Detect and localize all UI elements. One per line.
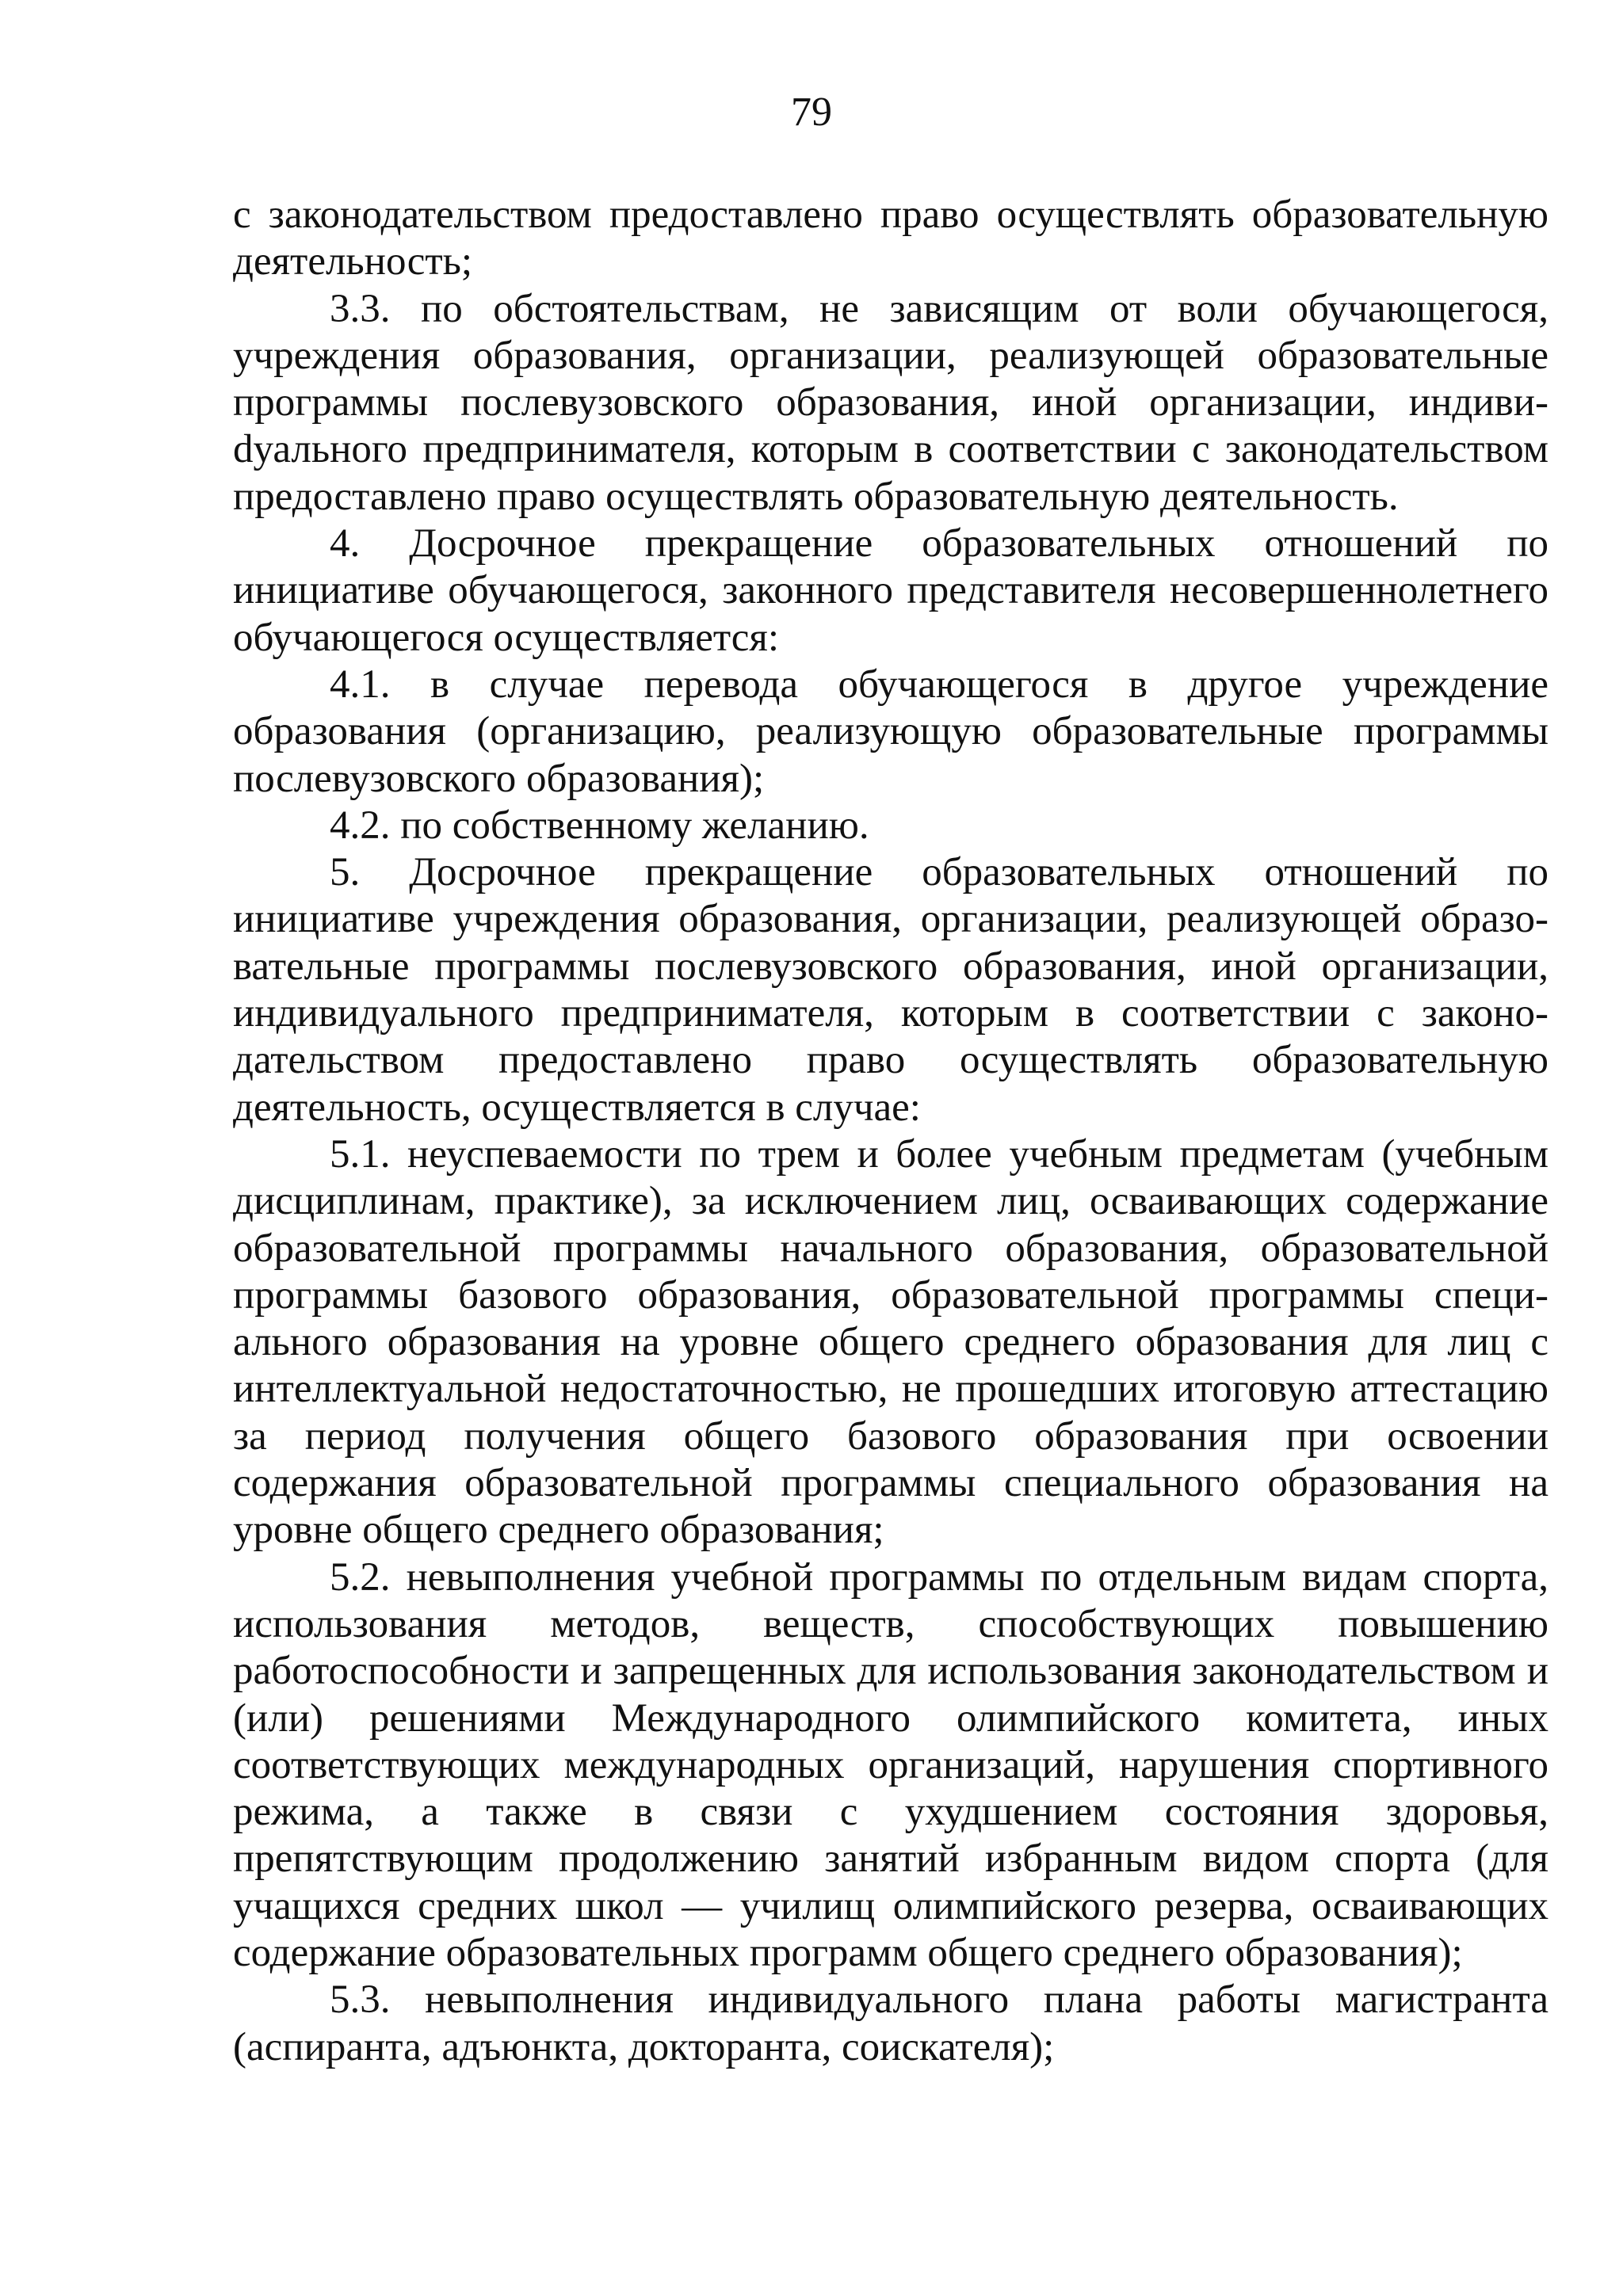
paragraph-continuation: с законодательством предоставлено право осуществлять образовательную деятельность; bbox=[233, 193, 1549, 284]
paragraph-item-4-2: 4.2. по собственному желанию. bbox=[330, 803, 869, 848]
paragraph-item-3-3: 3.3. по обстоятельствам, не зависящим от воли обучающегося, учреждения образования, организации, реализующей образовательные программы послевузовского образования, иной организации, индивиdуального предпринимателя, которым в соответствии с законодательством предоставлено право осуществлять образовательную деятельность. bbox=[233, 286, 1549, 519]
paragraph-item-5-2: 5.2. невыполнения учебной программы по отдельным видам спорта, использования методов, веществ, способствующих повышению работоспособности и запрещенных для использования законодательством и (или) решениями Международного олимпийского комитета, иных соответствующих международных организаций, нарушения спортивного режима, а также в связи с ухудшением состояния здоровья, препятствующим продолжению занятий избранным видом спорта (для учащихся средних школ — училищ олимпийского резерва, осваивающих содержание образовательных программ общего среднего образования); bbox=[233, 1554, 1549, 1975]
paragraph-item-5: 5. Досрочное прекращение образовательных отношений по инициативе учреждения образования, организации, реализующей образовательные программы послевузовского образования, иной организации, индивидуального предпринимателя, которым в соответствии с законодательством предоставлено право осуществлять образовательную деятельность, осуществляется в случае: bbox=[233, 850, 1549, 1130]
paragraph-item-4-1: 4.1. в случае перевода обучающегося в другое учреждение образования (организацию, реализующую образовательные программы послевузовского образования); bbox=[233, 662, 1549, 801]
paragraph-item-5-1: 5.1. неуспеваемости по трем и более учебным предметам (учебным дисциплинам, практике), за исключением лиц, осваивающих содержание образовательной программы начального образования, образовательной программы базового образования, образовательной программы специального образования на уровне общего среднего образования для лиц с интеллектуальной недостаточностью, не прошедших итоговую аттестацию за период получения общего базового образования при освоении содержания образовательной программы специального образования на уровне общего среднего образования; bbox=[233, 1131, 1549, 1553]
paragraph-item-5-3: 5.3. невыполнения индивидуального плана работы магистранта (аспиранта, адъюнкта, докторанта, соискателя); bbox=[233, 1978, 1549, 2069]
page-number: 79 bbox=[791, 90, 832, 135]
paragraph-item-4: 4. Досрочное прекращение образовательных отношений по инициативе обучающегося, законного представителя несовершеннолетнего обучающегося осуществляется: bbox=[233, 521, 1549, 660]
document-body bbox=[233, 192, 1549, 2071]
